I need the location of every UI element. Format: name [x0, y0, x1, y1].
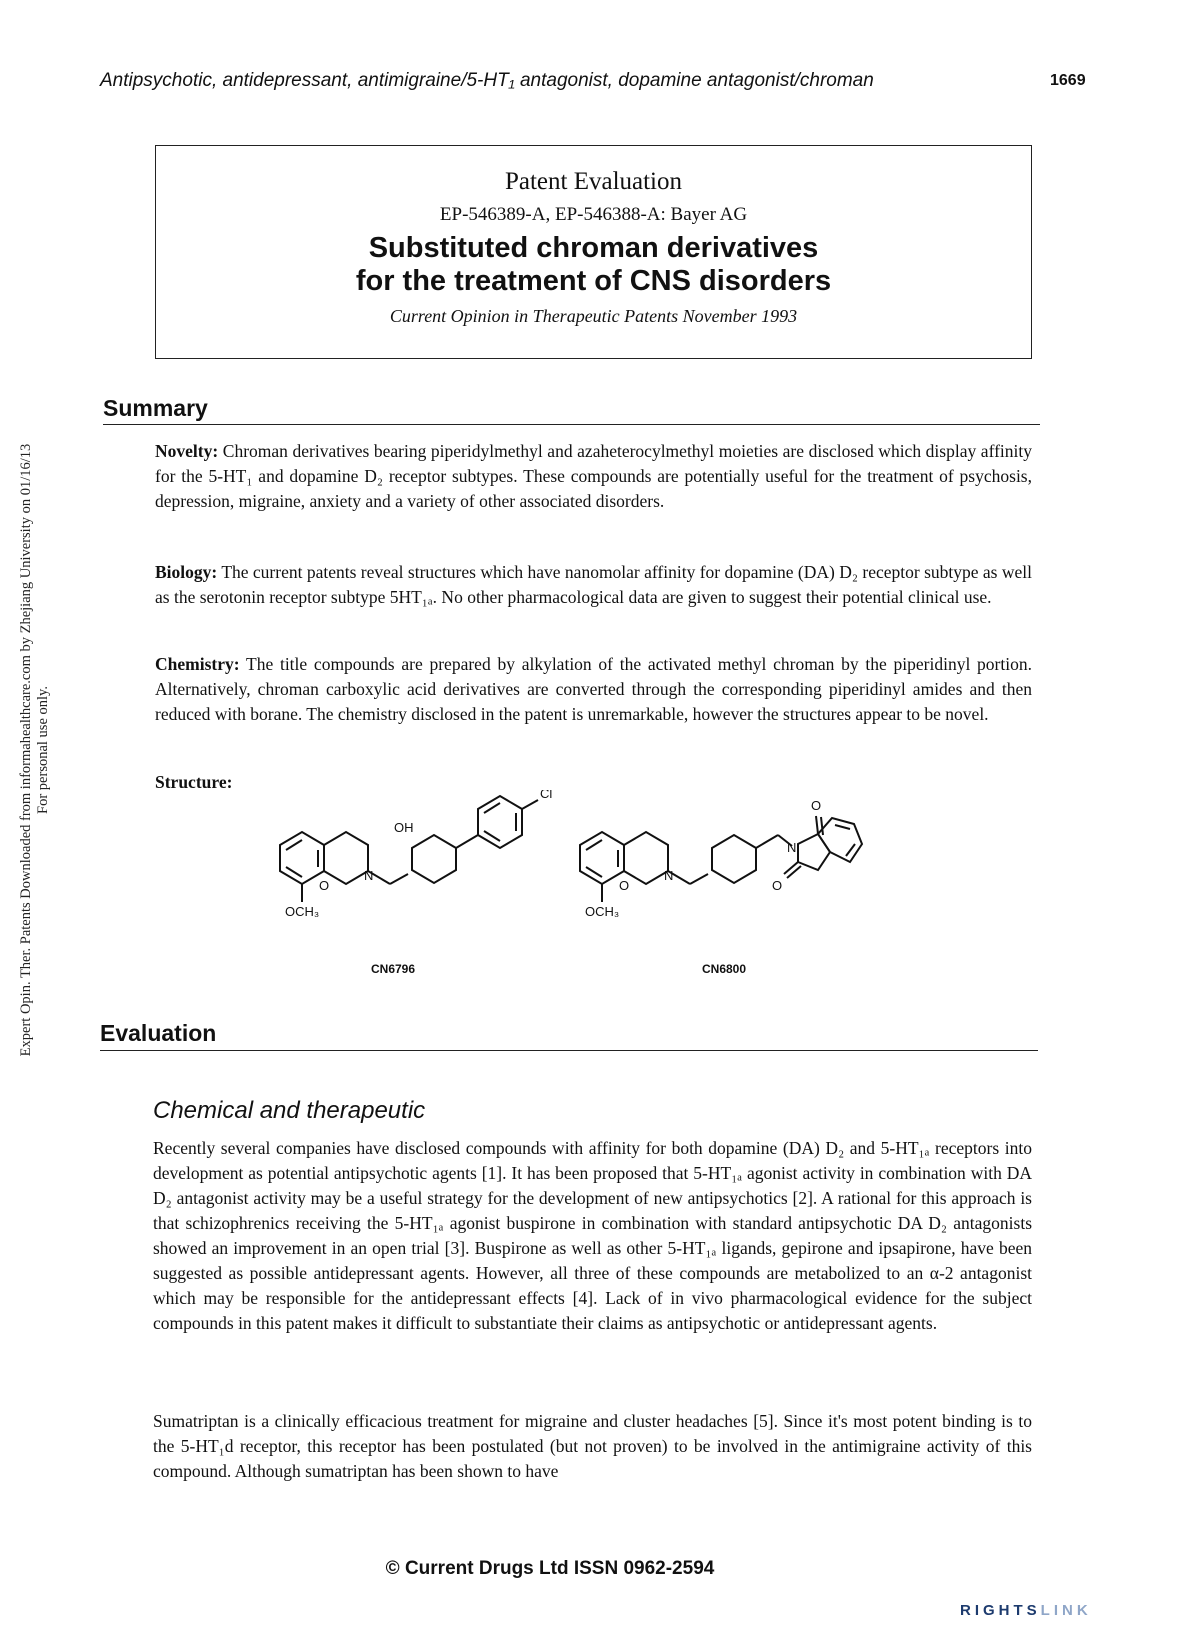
cn6796-cl-label: Cl: [540, 790, 553, 801]
running-head: Antipsychotic, antidepressant, antimigraine/5-HT₁ antagonist, dopamine antagonist/chroman: [100, 70, 874, 91]
download-notice: [18, 300, 52, 1200]
article-title-line1: Substituted chroman derivatives: [368, 232, 819, 264]
cn6800-n-label: N: [664, 868, 674, 883]
biology-text: The current patents reveal structures which have nanomolar affinity for dopamine (DA) D₂ receptor subtype as well as the serotonin receptor subtype 5HT₁ₐ. No other pharmacological data are given to suggest their potential clinical use.: [155, 562, 1032, 607]
cn6796-piperidine-ring: [412, 835, 456, 883]
compound-label-cn6800: CN6800: [702, 962, 747, 976]
article-title: [156, 232, 1031, 298]
title-box: [155, 145, 1032, 359]
page-number: 1669: [1050, 72, 1086, 89]
chemical-structures-figure: [250, 790, 910, 980]
novelty-label: Novelty:: [155, 441, 219, 461]
download-notice-line1: Expert Opin. Ther. Patents Downloaded from informahealthcare.com by Zhejiang University on 01/16/13: [18, 443, 34, 1057]
patent-evaluation-label: Patent Evaluation: [504, 168, 683, 195]
biology-paragraph: [155, 560, 1032, 610]
novelty-paragraph: [155, 439, 1032, 514]
structure-label: Structure:: [155, 772, 233, 792]
download-notice-line2: For personal use only.: [35, 686, 51, 814]
cn6800-imide-ring: [798, 834, 830, 870]
cn6800-pyran-ring: [624, 832, 668, 884]
cn6800-piperidine-ring: [712, 835, 756, 883]
chemical-therapeutic-subheading: Chemical and therapeutic: [153, 1097, 426, 1124]
cn6800-o-label: O: [619, 878, 630, 893]
journal-citation: Current Opinion in Therapeutic Patents November 1993: [389, 306, 798, 326]
cn6796-n-label: N: [364, 868, 374, 883]
novelty-text: Chroman derivatives bearing piperidylmethyl and azaheterocylmethyl moieties are disclosed which display affinity for the 5-HT₁ and dopamine D₂ receptor subtypes. These compounds are potentially useful for the treatment of psychosis, depression, migraine, anxiety and a variety of other associated disorders.: [155, 441, 1032, 511]
structure-label-block: [155, 770, 232, 795]
cn6796-pyran-ring: [324, 832, 368, 884]
chemistry-text: The title compounds are prepared by alkylation of the activated methyl chroman by the piperidinyl portion. Alternatively, chroman carboxylic acid derivatives are converted through the corresponding piperidinyl amides and then reduced with borane. The chemistry disclosed in the patent is unremarkable, however the structures appear to be novel.: [155, 654, 1032, 724]
cn6800-carbonyl-bottom-label: O: [772, 878, 783, 893]
compound-label-cn6796: CN6796: [371, 962, 416, 976]
cn6796-oh-label: OH: [394, 820, 414, 835]
rightslink-logo: [960, 1602, 1092, 1619]
chemistry-paragraph: [155, 652, 1032, 727]
rightslink-logo-dark: RIGHTS: [960, 1602, 1041, 1619]
cn6800-imide-n-label: N: [787, 840, 797, 855]
cn6796-o-label: O: [319, 878, 330, 893]
summary-rule: [103, 424, 1040, 425]
evaluation-heading: Evaluation: [100, 1020, 217, 1046]
cn6796-och3-label: OCH₃: [285, 904, 320, 919]
cn6800-benzo-ring: [818, 818, 862, 862]
article-title-line2: for the treatment of CNS disorders: [355, 265, 832, 297]
evaluation-paragraph-1: Recently several companies have disclosed compounds with affinity for both dopamine (DA) D₂ and 5-HT₁ₐ receptors into development as potential antipsychotic agents [1]. It has been proposed that 5-HT₁ₐ agonist activity in combination with DA D₂ antagonist activity may be a useful strategy for the development of new antipsychotics [2]. A rational for this approach is that schizophrenics receiving the 5-HT₁ₐ agonist buspirone in combination with standard antipsychotic DA D₂ antagonists showed an improvement in an open trial [3]. Buspirone as well as other 5-HT₁ₐ ligands, gepirone and ipsapirone, have been suggested as possible antidepressant agents. However, all three of these compounds are metabolized to an α-2 antagonist which may be responsible for the antidepressant effects [4]. Lack of in vivo pharmacological evidence for the subject compounds in this patent makes it difficult to substantiate their claims as antipsychotic or antidepressant agents.: [153, 1138, 1032, 1333]
evaluation-rule: [100, 1050, 1038, 1051]
rightslink-logo-light: LINK: [1040, 1602, 1092, 1619]
cn6800-carbonyl-top-label: O: [811, 798, 822, 813]
copyright-footer: © Current Drugs Ltd ISSN 0962-2594: [385, 1558, 715, 1579]
cn6800-och3-label: OCH₃: [585, 904, 620, 919]
evaluation-paragraph-2: Sumatriptan is a clinically efficacious treatment for migraine and cluster headaches [5]. Since it's most potent binding is to the 5-HT₁d receptor, this receptor has been postulated (but not proven) to be involved in the antimigraine activity of this compound. Although sumatriptan has been shown to have: [153, 1411, 1032, 1481]
biology-label: Biology:: [155, 562, 218, 582]
summary-heading: Summary: [103, 395, 208, 421]
chemistry-label: Chemistry:: [155, 654, 240, 674]
patent-numbers: EP-546389-A, EP-546388-A: Bayer AG: [439, 204, 748, 225]
